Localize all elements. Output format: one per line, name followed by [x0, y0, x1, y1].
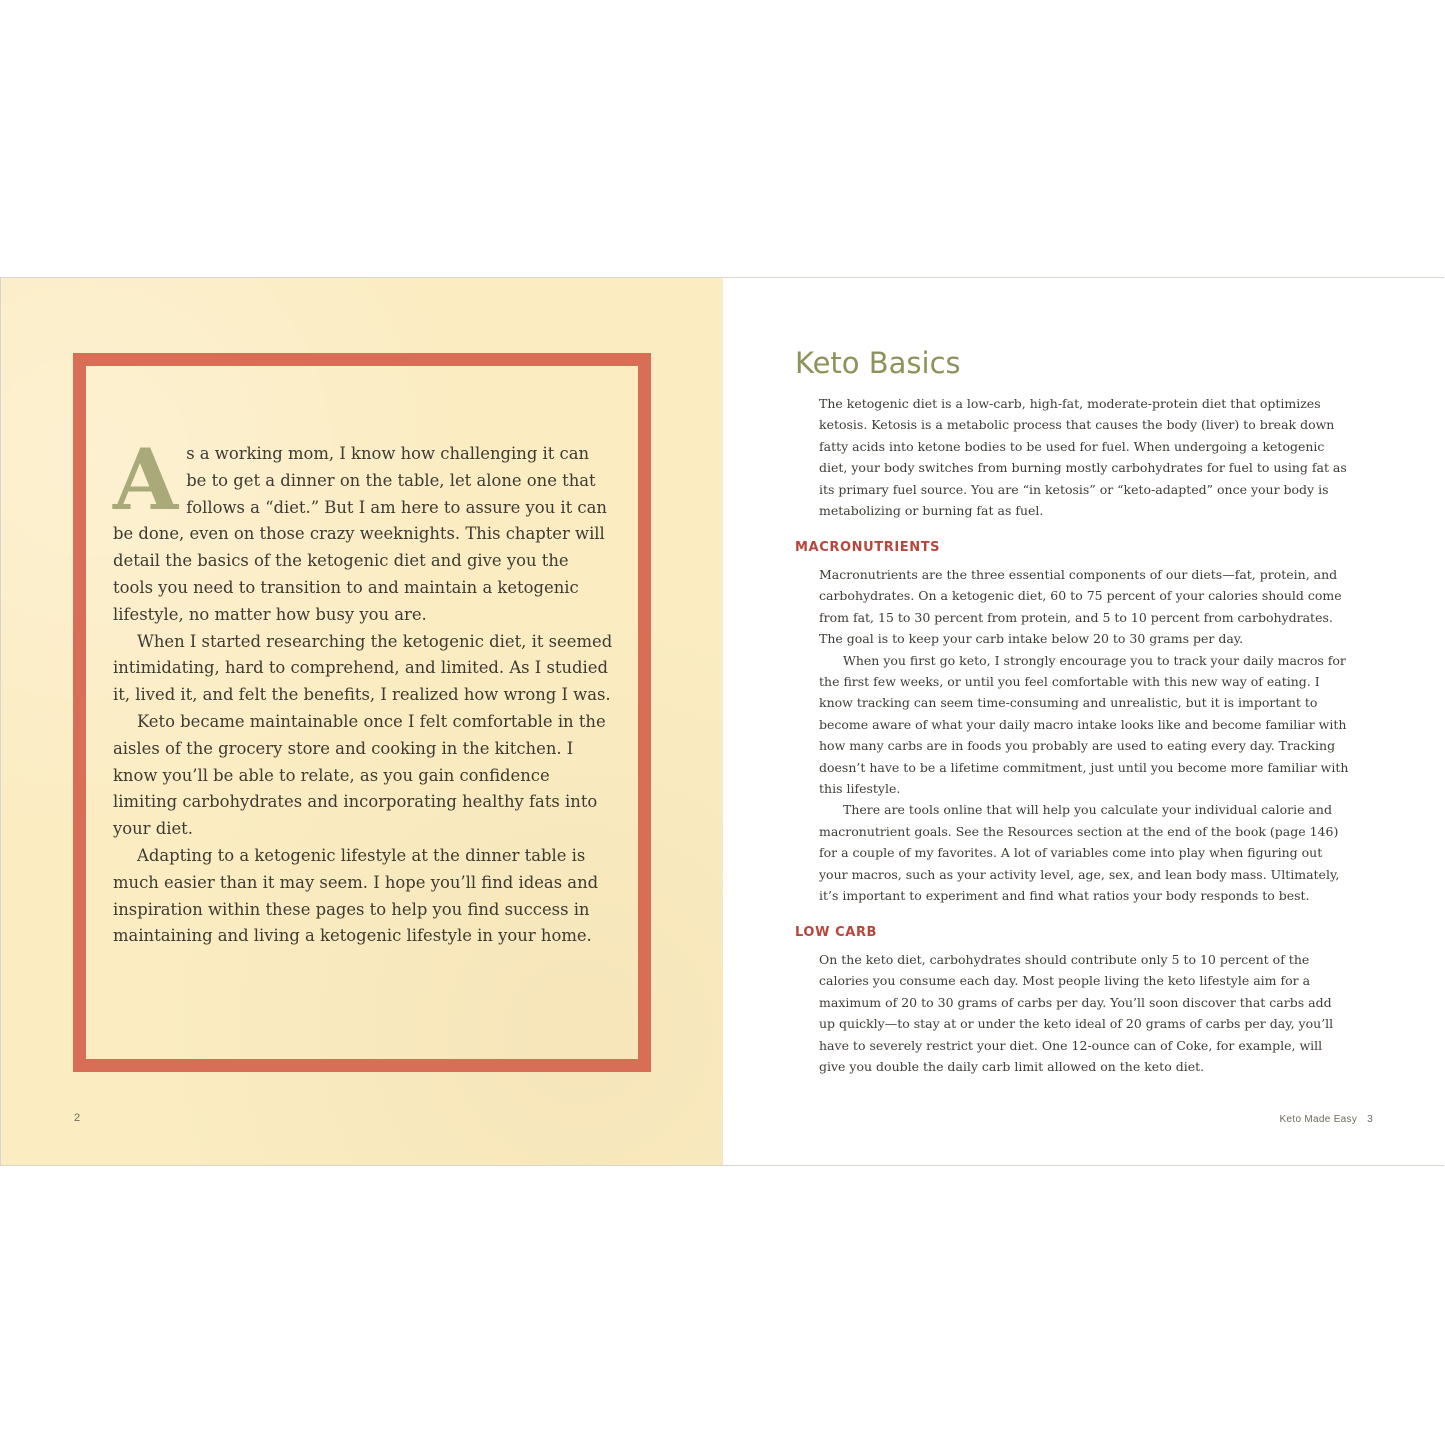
intro-text [113, 430, 613, 950]
left-page [1, 278, 723, 1165]
subheading-macronutrients: MACRONUTRIENTS [795, 540, 941, 555]
drop-cap: A [113, 430, 179, 529]
intro-paragraph: s a working mom, I know how challenging it can be to get a dinner on the table, let alone one that follows a “diet.” But I am here to assure you it can be done, even on those crazy weeknights. This chapter will detail the basics of the ketogenic diet and give you the tools you need to transition to and maintain a ketogenic lifestyle, no matter how busy you are. [113, 444, 607, 624]
section-title: Keto Basics [795, 346, 961, 380]
intro-paragraph: Adapting to a ketogenic lifestyle at the dinner table is much easier than it may seem. I hope you’ll find ideas and inspiration within these pages to help you find success in maintaining and living a ketogenic lifestyle in your home. [113, 845, 599, 946]
body-paragraph: On the keto diet, carbohydrates should contribute only 5 to 10 percent of the calories you consume each day. Most people living the keto lifestyle aim for a maximum of 20 to 30 grams of carbs per day. You’ll soon discover that carbs add up quickly—to stay at or under the keto ideal of 20 grams of carbs per day, you’ll have to severely restrict your diet. One 12-ounce can of Coke, for example, will give you double the daily carb limit allowed on the keto diet. [819, 952, 1334, 1075]
body-paragraph: There are tools online that will help you calculate your individual calorie and macronutrient goals. See the Resources section at the end of the book (page 146) for a couple of my favorites. A lot of variables come into play when figuring out your macros, such as your activity level, age, sex, and lean body mass. Ultimately, it’s important to experiment and find what ratios your body responds to best. [819, 802, 1340, 904]
right-page [723, 278, 1445, 1165]
running-title: Keto Made Easy [1279, 1114, 1358, 1125]
page-number-left: 2 [74, 1112, 81, 1124]
intro-paragraph: When I started researching the ketogenic diet, it seemed intimidating, hard to comprehend, and limited. As I studied it, lived it, and felt the benefits, I realized how wrong I was. [113, 631, 613, 705]
running-footer [1280, 1114, 1373, 1125]
intro-body [819, 393, 1349, 521]
body-paragraph: The ketogenic diet is a low-carb, high-fat, moderate-protein diet that optimizes ketosis. Ketosis is a metabolic process that causes the body (liver) to break down fatty acids into ketone bodies to be used for fuel. When undergoing a ketogenic diet, your body switches from burning mostly carbohydrates for fuel to using fat as its primary fuel source. You are “in ketosis” or “keto-adapted” once your body is metabolizing or burning fat as fuel. [819, 396, 1347, 519]
book-spread [0, 277, 1444, 1166]
subheading-low-carb: LOW CARB [795, 925, 878, 940]
intro-paragraph: Keto became maintainable once I felt comfortable in the aisles of the grocery store and cooking in the kitchen. I know you’ll be able to relate, as you gain confidence limiting carbohydrates and incorporating healthy fats into your diet. [113, 711, 606, 839]
low-carb-body [819, 949, 1349, 1077]
macronutrients-body [819, 564, 1349, 907]
page-number-right: 3 [1367, 1114, 1373, 1125]
body-paragraph: When you first go keto, I strongly encourage you to track your daily macros for the first few weeks, or until you feel comfortable with this new way of eating. I know tracking can seem time-consuming and unrealistic, but it is important to become aware of what your daily macro intake looks like and become familiar with how many carbs are in foods you probably are used to eating every day. Tracking doesn’t have to be a lifetime commitment, just until you become more familiar with this lifestyle. [819, 652, 1349, 797]
body-paragraph: Macronutrients are the three essential components of our diets—fat, protein, and carbohydrates. On a ketogenic diet, 60 to 75 percent of your calories should come from fat, 15 to 30 percent from protein, and 5 to 10 percent from carbohydrates. The goal is to keep your carb intake below 20 to 30 grams per day. [819, 567, 1342, 647]
